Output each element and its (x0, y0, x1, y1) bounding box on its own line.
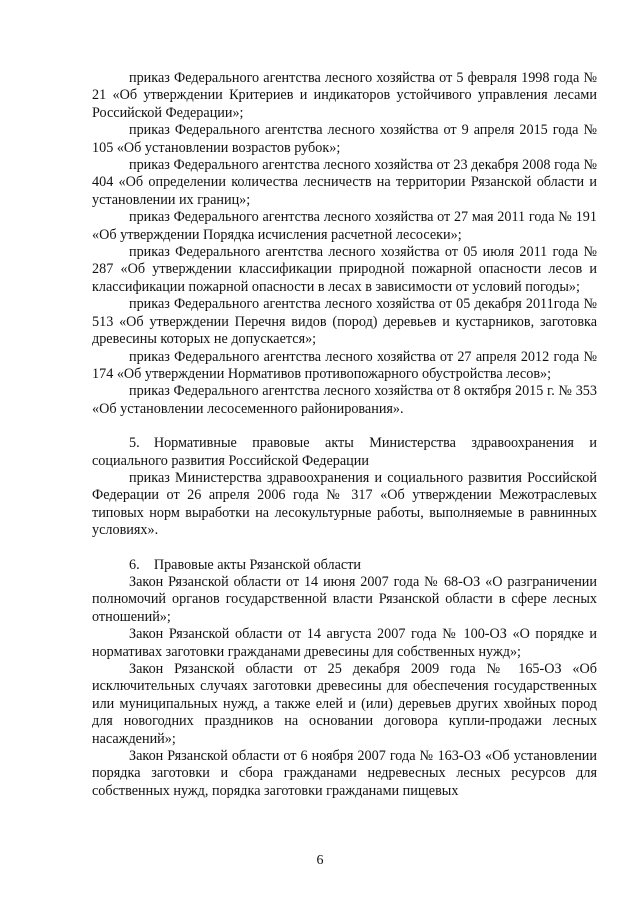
section-heading: 5. Нормативные правовые акты Министерства здравоохранения и социального развития Российской Федерации (92, 435, 597, 469)
paragraph: приказ Федерального агентства лесного хозяйства от 8 октября 2015 г. № 353 «Об установлении лесосеменного районирования». (92, 383, 597, 417)
paragraph: приказ Министерства здравоохранения и социального развития Российской Федерации от 26 апреля 2006 года № 317 «Об утверждении Межотраслевых типовых норм выработки на лесокультурные работы, выполняемые в равнинных условиях». (92, 469, 597, 539)
paragraph: Закон Рязанской области от 14 августа 2007 года № 100-ОЗ «О порядке и нормативах заготовки гражданами древесины для собственных нужд»; (92, 626, 597, 660)
paragraph: приказ Федерального агентства лесного хозяйства от 5 февраля 1998 года № 21 «Об утверждении Критериев и индикаторов устойчивого управления лесами Российской Федерации»; (92, 70, 597, 121)
paragraph: Закон Рязанской области от 25 декабря 2009 года № 165-ОЗ «Об исключительных случаях заготовки древесины для обеспечения государственных или муниципальных нужд, а также елей и (или) деревьев других хвойных пород для новогодних праздников на основании договора купли-продажи лесных насаждений»; (92, 661, 597, 747)
document-body (92, 70, 597, 800)
section-heading: 6. Правовые акты Рязанской области (129, 556, 362, 573)
paragraph: приказ Федерального агентства лесного хозяйства от 23 декабря 2008 года № 404 «Об определении количества лесничеств на территории Рязанской области и установлении их границ»; (92, 157, 597, 208)
page-number: 6 (316, 853, 324, 868)
paragraph: приказ Федерального агентства лесного хозяйства от 05 июля 2011 года № 287 «Об утверждении классификации природной пожарной опасности лесов и классификации пожарной опасности в лесах в зависимости от условий погоды»; (92, 244, 597, 295)
paragraph: приказ Федерального агентства лесного хозяйства от 05 декабря 2011года № 513 «Об утверждении Перечня видов (пород) деревьев и кустарников, заготовка древесины которых не допускается»; (92, 296, 597, 348)
paragraph: Закон Рязанской области от 6 ноября 2007 года № 163-ОЗ «Об установлении порядка заготовки и сбора гражданами недревесных лесных ресурсов для собственных нужд, порядка заготовки гражданами пищевых (92, 748, 597, 799)
paragraph: приказ Федерального агентства лесного хозяйства от 9 апреля 2015 года № 105 «Об установлении возрастов рубок»; (92, 122, 597, 156)
paragraph: приказ Федерального агентства лесного хозяйства от 27 мая 2011 года № 191 «Об утверждении Порядка исчисления расчетной лесосеки»; (92, 209, 597, 243)
paragraph: Закон Рязанской области от 14 июня 2007 года № 68-ОЗ «О разграничении полномочий органов государственной власти Рязанской области в сфере лесных отношений»; (92, 573, 597, 625)
paragraph: приказ Федерального агентства лесного хозяйства от 27 апреля 2012 года № 174 «Об утверждении Нормативов противопожарного обустройства лесов»; (92, 348, 597, 382)
